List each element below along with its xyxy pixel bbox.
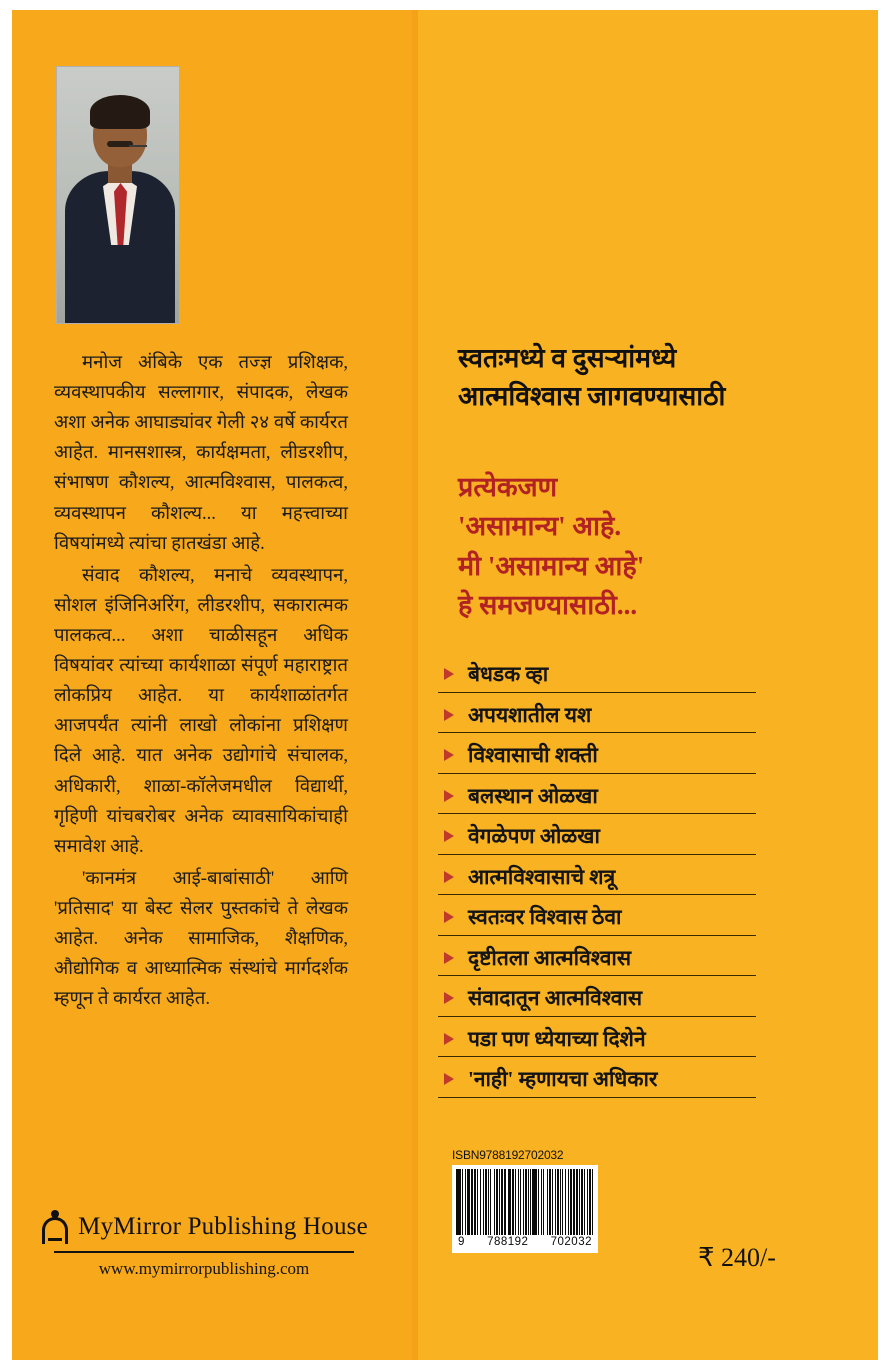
topic-label: दृष्टीतला आत्मविश्वास <box>468 945 632 970</box>
triangle-bullet-icon <box>444 871 454 883</box>
promo-headline-line-1: स्वतःमध्ये व दुसऱ्यांमध्ये <box>458 343 677 373</box>
triangle-bullet-icon <box>444 1073 454 1085</box>
author-bio-paragraph-1: मनोज अंबिके एक तज्ज्ञ प्रशिक्षक, व्यवस्थापकीय सल्लागार, संपादक, लेखक अशा अनेक आघाड्यांवर गेली २४ वर्षे कार्यरत आहेत. मानसशास्त्र, कार्यक्षमता, लीडरशीप, संभाषण कौशल्य, आत्मविश्वास, पालकत्व, व्यवस्थापन कौशल्य... या महत्त्वाच्या विषयांमध्ये त्यांचा हातखंडा आहे. <box>54 352 348 554</box>
triangle-bullet-icon <box>444 709 454 721</box>
promo-subhead-line-3: मी 'असामान्य आहे' <box>458 550 645 581</box>
barcode-digit-right: 702032 <box>550 1236 592 1248</box>
barcode-image <box>452 1165 598 1253</box>
mymirror-logo-icon <box>40 1210 70 1244</box>
promo-subhead-line-4: हे समजण्यासाठी... <box>458 590 638 621</box>
portrait-hair <box>90 95 150 129</box>
topic-label: बेधडक व्हा <box>468 662 549 686</box>
list-item <box>438 1065 756 1098</box>
list-item <box>438 944 756 977</box>
triangle-bullet-icon <box>444 790 454 802</box>
list-item <box>438 984 756 1017</box>
publisher-name: MyMirror Publishing House <box>78 1213 368 1240</box>
author-bio-text <box>54 348 348 1014</box>
publisher-website: www.mymirrorpublishing.com <box>98 1259 310 1278</box>
promo-subhead <box>458 468 858 626</box>
author-bio-paragraph-2: संवाद कौशल्य, मनाचे व्यवस्थापन, सोशल इंजिनिअरिंग, लीडरशीप, सकारात्मक पालकत्व... अशा चाळीसहून अधिक विषयांवर त्यांच्या कार्यशाळा संपूर्ण महाराष्ट्रात लोकप्रिय आहेत. या कार्यशाळांतर्गत आजपर्यंत त्यांनी लाखो लोकांना प्रशिक्षण दिले आहे. यात अनेक उद्योगांचे संचालक, अधिकारी, शाळा-कॉलेजमधील विद्यार्थी, गृहिणी यांचबरोबर अनेक व्यावसायिकांचाही समावेश आहे. <box>54 564 348 857</box>
triangle-bullet-icon <box>444 830 454 842</box>
list-item <box>438 782 756 815</box>
portrait-microphone <box>129 145 147 147</box>
barcode-digit-mid: 788192 <box>487 1236 529 1248</box>
triangle-bullet-icon <box>444 911 454 923</box>
topic-label: बलस्थान ओळखा <box>468 783 598 808</box>
promo-headline-line-2: आत्मविश्वास जागवण्यासाठी <box>458 380 726 411</box>
topic-label: संवादातून आत्मविश्वास <box>468 986 643 1011</box>
promo-subhead-line-1: प्रत्येकजण <box>458 472 558 502</box>
publisher-block <box>54 1210 368 1279</box>
list-item <box>438 660 756 693</box>
triangle-bullet-icon <box>444 749 454 761</box>
topic-label: विश्वासाची शक्ती <box>468 743 598 768</box>
barcode-bars <box>456 1169 594 1235</box>
topic-label: अपयशातील यश <box>468 702 592 727</box>
list-item <box>438 822 756 855</box>
triangle-bullet-icon <box>444 1033 454 1045</box>
triangle-bullet-icon <box>444 668 454 680</box>
isbn-label: ISBN9788192702032 <box>452 1148 564 1162</box>
topic-label: पडा पण ध्येयाच्या दिशेने <box>468 1026 646 1051</box>
list-item <box>438 741 756 774</box>
logo-bar-shape <box>48 1238 62 1241</box>
list-item <box>438 1025 756 1058</box>
triangle-bullet-icon <box>444 992 454 1004</box>
publisher-row <box>54 1210 368 1244</box>
barcode-digits <box>456 1235 594 1248</box>
author-bio-paragraph-3: 'कानमंत्र आई-बाबांसाठी' आणि 'प्रतिसाद' या बेस्ट सेलर पुस्तकांचे ते लेखक आहेत. अनेक सामाजिक, शैक्षणिक, औद्योगिक व आध्यात्मिक संस्थांचे मार्गदर्शक म्हणून ते कार्यरत आहेत. <box>54 867 348 1010</box>
barcode-digit-left: 9 <box>458 1236 465 1248</box>
triangle-bullet-icon <box>444 952 454 964</box>
topic-label: वेगळेपण ओळखा <box>468 824 600 849</box>
publisher-divider <box>54 1251 354 1253</box>
topic-label: स्वतःवर विश्वास ठेवा <box>468 905 622 930</box>
topic-label: 'नाही' म्हणायचा अधिकार <box>468 1067 658 1092</box>
author-portrait-photo <box>56 66 180 324</box>
promo-subhead-line-2: 'असामान्य' आहे. <box>458 511 622 542</box>
promo-headline <box>458 340 858 415</box>
list-item <box>438 701 756 734</box>
topic-list <box>438 660 756 1106</box>
list-item <box>438 903 756 936</box>
isbn-block <box>452 1148 602 1253</box>
price-label: ₹ 240/- <box>698 1243 776 1272</box>
list-item <box>438 863 756 896</box>
topic-label: आत्मविश्वासाचे शत्रू <box>468 864 616 889</box>
